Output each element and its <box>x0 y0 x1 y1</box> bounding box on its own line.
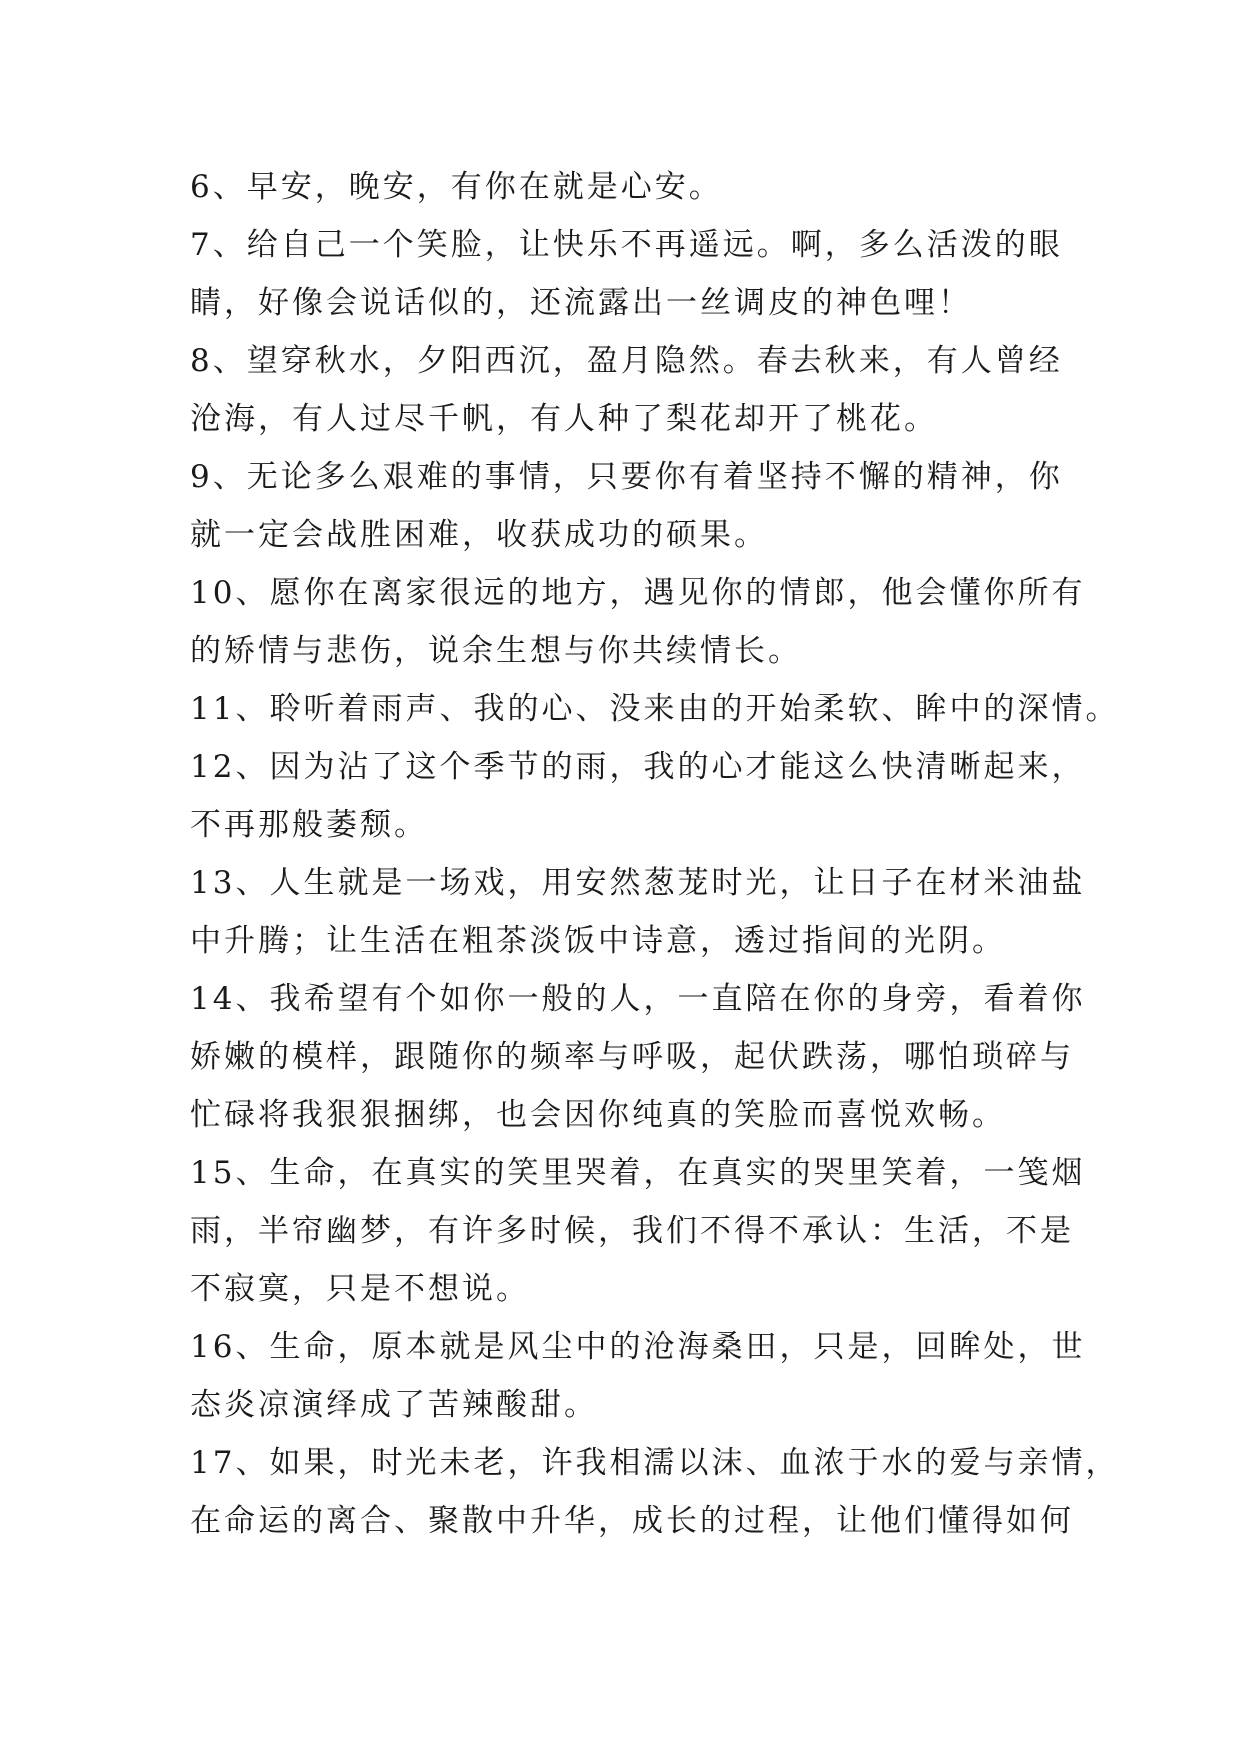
text-line: 9、无论多么艰难的事情，只要你有着坚持不懈的精神，你 <box>190 459 1063 495</box>
text-line: 雨，半帘幽梦，有许多时候，我们不得不承认：生活，不是 <box>190 1213 1074 1249</box>
text-line: 15、生命，在真实的笑里哭着，在真实的哭里笑着，一笺烟 <box>190 1155 1086 1191</box>
text-line: 睛，好像会说话似的，还流露出一丝调皮的神色哩！ <box>190 285 972 321</box>
text-line: 12、因为沾了这个季节的雨，我的心才能这么快清晰起来， <box>190 749 1086 785</box>
text-line: 的矫情与悲伤，说余生想与你共续情长。 <box>190 633 802 669</box>
text-line: 8、望穿秋水，夕阳西沉，盈月隐然。春去秋来，有人曾经 <box>190 343 1063 379</box>
text-line: 6、早安，晚安，有你在就是心安。 <box>190 169 723 205</box>
text-line: 在命运的离合、聚散中升华，成长的过程，让他们懂得如何 <box>190 1503 1074 1539</box>
text-line: 忙碌将我狠狠捆绑，也会因你纯真的笑脸而喜悦欢畅。 <box>190 1097 1006 1133</box>
text-line: 13、人生就是一场戏，用安然葱茏时光，让日子在材米油盐 <box>190 865 1086 901</box>
text-line: 中升腾；让生活在粗茶淡饭中诗意，透过指间的光阴。 <box>190 923 1006 959</box>
text-line: 16、生命，原本就是风尘中的沧海桑田，只是，回眸处，世 <box>190 1329 1086 1365</box>
text-line: 娇嫩的模样，跟随你的频率与呼吸，起伏跌荡，哪怕琐碎与 <box>190 1039 1074 1075</box>
text-line: 17、如果，时光未老，许我相濡以沫、血浓于水的爱与亲情， <box>190 1445 1120 1481</box>
text-line: 就一定会战胜困难，收获成功的硕果。 <box>190 517 768 553</box>
text-line: 7、给自己一个笑脸，让快乐不再遥远。啊，多么活泼的眼 <box>190 227 1063 263</box>
text-line: 不寂寞，只是不想说。 <box>190 1271 530 1307</box>
text-line: 14、我希望有个如你一般的人，一直陪在你的身旁，看着你 <box>190 981 1086 1017</box>
text-line: 沧海，有人过尽千帆，有人种了梨花却开了桃花。 <box>190 401 938 437</box>
document-body <box>190 158 1120 1550</box>
text-line: 不再那般萎颓。 <box>190 807 428 843</box>
text-line: 11、聆听着雨声、我的心、没来由的开始柔软、眸中的深情。 <box>190 691 1120 727</box>
text-line: 10、愿你在离家很远的地方，遇见你的情郎，他会懂你所有 <box>190 575 1086 611</box>
text-line: 态炎凉演绎成了苦辣酸甜。 <box>190 1387 598 1423</box>
